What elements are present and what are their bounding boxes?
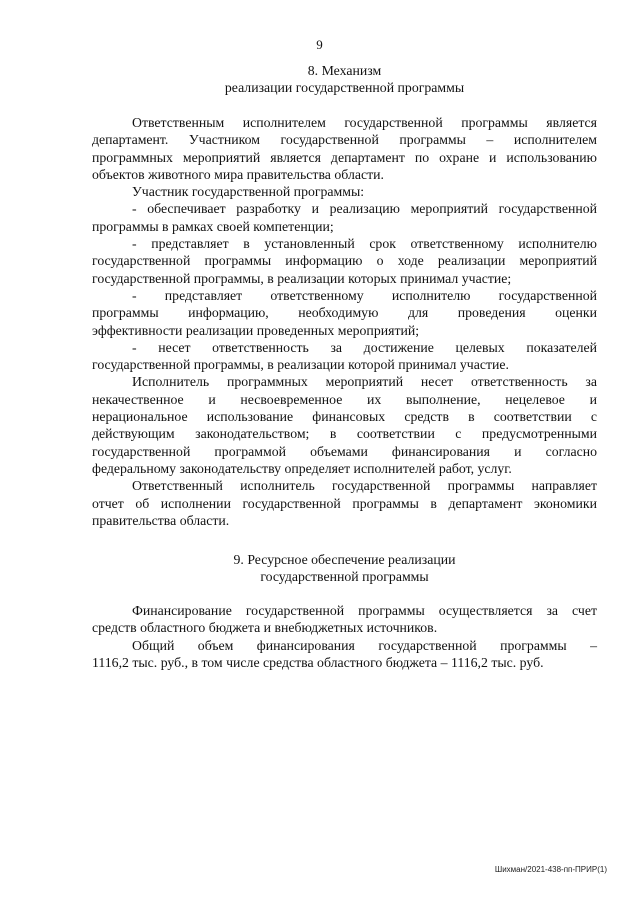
text-line: государственной программы информацию о ходе реализации мероприятий xyxy=(92,253,597,269)
text-line: Финансирование государственной программы осуществляется за счет xyxy=(132,603,597,618)
text-line: программы информацию, необходимую для проведения оценки xyxy=(92,305,597,321)
section-8-title-line1: 8. Механизм xyxy=(307,63,382,78)
text-line: средств областного бюджета и внебюджетных источников. xyxy=(92,620,438,636)
text-line: государственной программы, в реализации которой принимал участие. xyxy=(92,357,509,373)
text-line: отчет об исполнении государственной программы в департамент экономики xyxy=(92,495,597,511)
section-9-title-line2: государственной программы xyxy=(260,569,429,584)
text-line: - обеспечивает разработку и реализацию мероприятий государственной xyxy=(132,201,597,217)
text-line: эффективности реализации проведенных мероприятий; xyxy=(92,322,420,338)
text-line: 1116,2 тыс. руб., в том числе средства областного бюджета – 1116,2 тыс. руб. xyxy=(92,654,544,670)
text-line: - представляет ответственному исполнителю государственной xyxy=(132,287,597,303)
section-8-heading xyxy=(92,62,597,96)
text-line: департамент. Участником государственной программы – исполнителем xyxy=(92,132,597,148)
text-line: Ответственным исполнителем государственной программы является xyxy=(132,115,597,130)
text-line: государственной программой объемами финансирования и согласно xyxy=(92,443,597,459)
document-reference-code: Шихман/2021-438-пп-ПРИР(1) xyxy=(494,865,607,874)
text-line: Общий объем финансирования государственной программы – xyxy=(132,637,597,653)
section-9-body xyxy=(92,602,597,671)
text-line: программных мероприятий является департамент по охране и использованию xyxy=(92,149,597,165)
page-number: 9 xyxy=(316,37,323,52)
text-line: программы в рамках своей компетенции; xyxy=(92,218,334,234)
section-8-title-line2: реализации государственной программы xyxy=(224,80,465,95)
text-line: действующим законодательством; в соответствии с предусмотренными xyxy=(92,426,597,442)
section-9-heading xyxy=(92,551,597,585)
text-line: Ответственный исполнитель государственной программы направляет xyxy=(132,478,597,494)
section-9-title-line1: 9. Ресурсное обеспечение реализации xyxy=(233,552,456,567)
text-line: - представляет в установленный срок ответственному исполнителю xyxy=(132,236,597,252)
text-line: правительства области. xyxy=(92,512,230,528)
text-line: государственной программы, в реализации которых принимал участие; xyxy=(92,270,512,286)
text-line: Участник государственной программы: xyxy=(132,184,365,200)
text-line: объектов животного мира правительства области. xyxy=(92,166,384,182)
section-8-body xyxy=(92,114,597,529)
text-line: некачественное и несвоевременное их выполнение, нецелевое и xyxy=(92,391,597,407)
text-line: федеральному законодательству определяет исполнителей работ, услуг. xyxy=(92,460,512,476)
text-line: нерациональное использование финансовых средств в соответствии с xyxy=(92,409,597,425)
text-line: - несет ответственность за достижение целевых показателей xyxy=(132,339,597,355)
text-line: Исполнитель программных мероприятий несет ответственность за xyxy=(132,374,597,390)
